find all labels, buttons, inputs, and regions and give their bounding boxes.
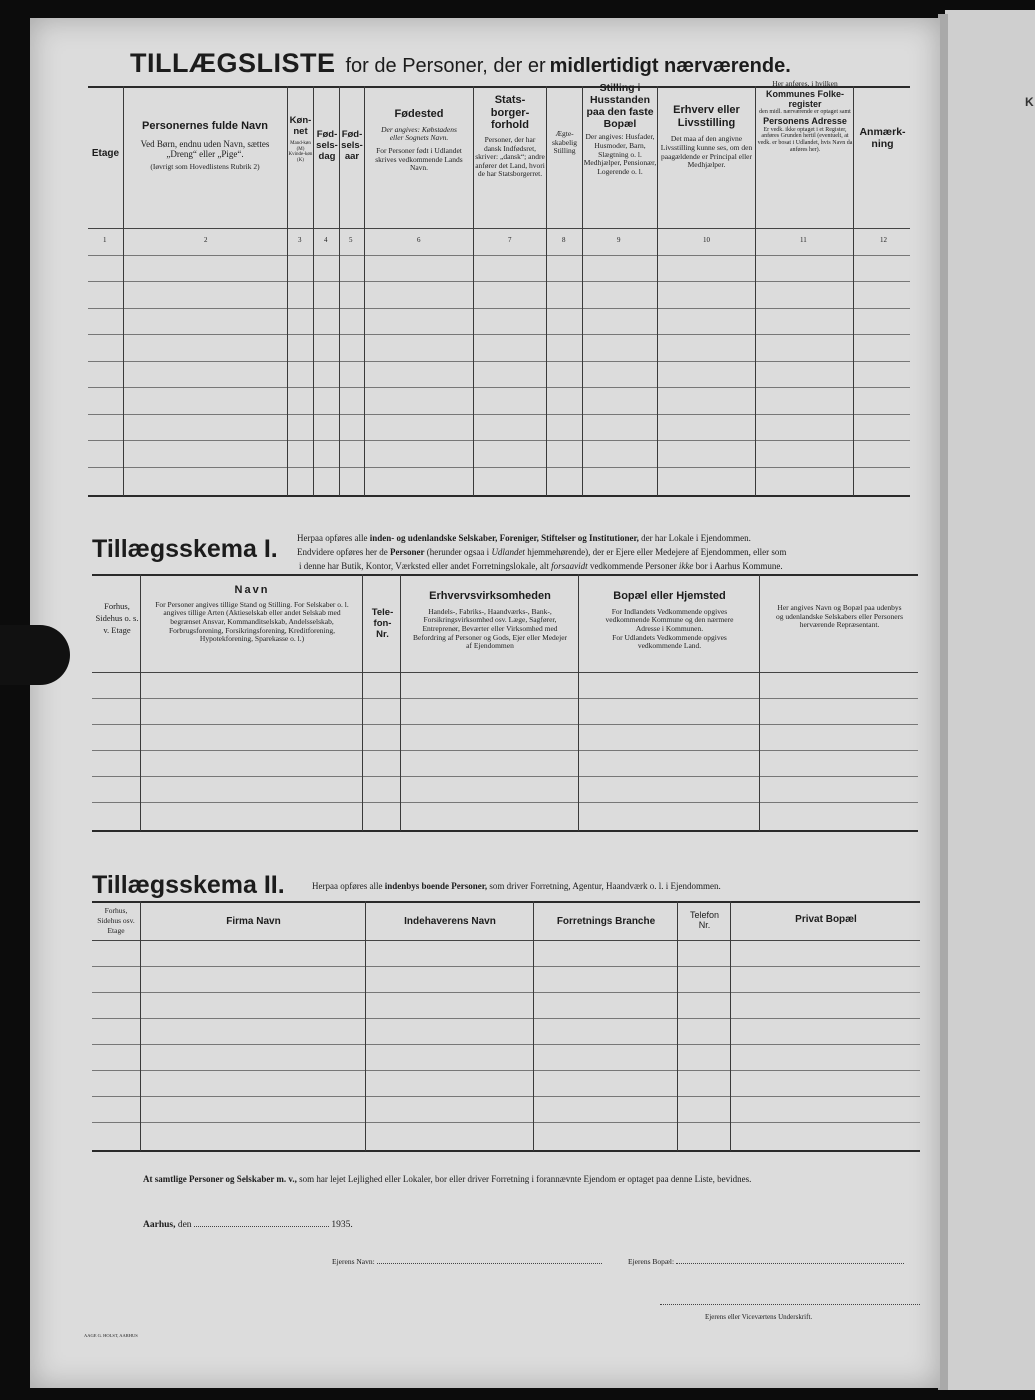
col-foedested-note: Der angives: Købstadens eller Sognets Navn. [381, 124, 457, 143]
skema2-description [312, 881, 721, 891]
colnum-11: 11 [800, 236, 807, 244]
owner-address-line [628, 1257, 904, 1266]
col-navn-header [125, 120, 285, 172]
colnum-2: 2 [204, 236, 208, 244]
ruled-row-line [88, 281, 910, 282]
colnum-8: 8 [562, 236, 566, 244]
main-title-big: TILLÆGSLISTE [130, 48, 336, 78]
skema1-col-repraesentant: Her angives Navn og Bopæl paa udenbys og udenlandske Selskabers eller Personers herværende Repræsentant. [775, 603, 904, 630]
footer-date-line [143, 1220, 353, 1230]
ruled-row-line [88, 361, 910, 362]
skema1-desc-2e: hjemmehørende), der er Ejere eller Medejere af Ejendommen, eller som [527, 547, 787, 557]
col-foedested-title: Fødested [394, 108, 444, 120]
colnum-10: 10 [703, 236, 710, 244]
skema1-col-erhverv [402, 590, 578, 651]
colnum-4: 4 [324, 236, 328, 244]
s1-vline [578, 574, 579, 831]
col-husstand-title: Stilling i Husstanden paa den faste Bopæl [586, 82, 654, 131]
col-folkeregister-pre: Her anføres, i hvilken [772, 79, 838, 88]
skema1-desc-1b: inden- og udenlandske Selskaber, Foreniger, Stiftelser og Institutioner, [369, 533, 639, 543]
ruled-row-line [92, 1018, 920, 1019]
t1-vline [313, 86, 314, 496]
colnum-6: 6 [417, 236, 421, 244]
owner-name-field[interactable] [377, 1263, 602, 1264]
skema1-desc-1c: der har Lokale i Ejendommen. [641, 533, 751, 543]
owner-name-line [332, 1257, 602, 1266]
skema1-col-bopael-title: Bopæl eller Hjemsted [613, 590, 726, 602]
owner-name-label: Ejerens Navn: [332, 1257, 375, 1266]
col-navn-title: Personernes fulde Navn [142, 120, 268, 132]
ruled-row-line [92, 802, 918, 803]
skema1-bottom-border [92, 830, 918, 832]
s2-vline [677, 901, 678, 1151]
ruled-row-line [92, 1044, 920, 1045]
s1-vline [400, 574, 401, 831]
skema2-desc-a: Herpaa opføres alle [312, 881, 383, 891]
col-aegteskab-header: Ægte-skabelig Stilling [552, 129, 577, 156]
ruled-row-line [92, 966, 920, 967]
col-erhverv-note: Det maa af den angivne Livsstilling kunne ses, om den paagældende er Principal eller Medhjælper. [660, 134, 753, 170]
skema2-col-etage: Forhus, Sidehus osv. Etage [97, 906, 135, 935]
skema1-col-navn [142, 584, 362, 644]
col-statsborger-header [475, 94, 545, 179]
ruled-row-line [92, 776, 918, 777]
ruled-row-line [92, 992, 920, 993]
next-page [945, 10, 1035, 1390]
col-foedested-note2: For Personer født i Udlandet skrives vedkommende Lands Navn. [375, 145, 463, 173]
skema2-col-bopael: Privat Bopæl [795, 914, 857, 925]
owner-address-label: Ejerens Bopæl: [628, 1257, 675, 1266]
col-foedested-header [367, 108, 471, 173]
skema1-desc-2a: Endvidere opføres her de [297, 547, 388, 557]
skema1-desc-3b: forsaavidt [551, 561, 588, 571]
ruled-row-line [92, 1122, 920, 1123]
ruled-row-line [88, 255, 910, 256]
colnum-9: 9 [617, 236, 621, 244]
skema2-header-bottom [92, 940, 920, 941]
col-navn-note2: (Iøvrigt som Hovedlistens Rubrik 2) [150, 162, 260, 172]
ruled-row-line [88, 308, 910, 309]
ruled-row-line [88, 467, 910, 468]
col-foedselsdag-header: Fød-sels-dag [316, 129, 338, 162]
col-foedselsaar-header: Fød-sels-aar [341, 129, 363, 162]
skema1-header-bottom [92, 672, 918, 673]
colnum-3: 3 [298, 236, 302, 244]
s2-vline [730, 901, 731, 1151]
col-erhverv-title: Erhverv eller Livsstilling [673, 104, 740, 129]
skema1-title: Tillægsskema I. [92, 535, 278, 563]
ruled-row-line [92, 1096, 920, 1097]
skema1-col-etage: Forhus, Sidehus o. s. v. Etage [95, 601, 139, 635]
skema1-desc-3e: bor i Aarhus Kommune. [695, 561, 783, 571]
skema1-desc-3d: ikke [678, 561, 694, 571]
s2-vline [533, 901, 534, 1151]
t1-vline [364, 86, 365, 496]
owner-address-field[interactable] [676, 1263, 904, 1264]
skema1-desc-3c: vedkommende Personer [589, 561, 677, 571]
colnum-12: 12 [880, 236, 887, 244]
footer-statement-b: som har lejet Lejlighed eller Lokaler, bor eller driver Forretning i forannævnte Ejendom er optaget paa denne Liste, bevidnes. [299, 1174, 752, 1184]
skema1-col-telefon: Tele-fon-Nr. [371, 607, 394, 640]
skema1-col-bopael [580, 590, 759, 651]
col-husstand-note: Der angives: Husfader, Husmoder, Barn, Slægtning o. l. Medhjælper, Pensionær, Logerende o. l. [583, 132, 657, 176]
ruled-row-line [92, 750, 918, 751]
col-husstand-header [583, 82, 657, 176]
skema2-top-border [92, 901, 920, 903]
col-statsborger-note: Personer, der har dansk Indfødsret, skriver: „dansk“; andre anfører det Land, hvori de har Statsborgerret. [475, 134, 545, 179]
ruled-row-line [92, 698, 918, 699]
signature-label: Ejerens eller Viceværtens Underskrift. [705, 1313, 813, 1321]
t1-vline [123, 86, 124, 496]
t1-vline [755, 86, 756, 496]
skema2-col-indehaver: Indehaverens Navn [404, 916, 496, 927]
col-folkeregister-title: Kommunes Folke-register [765, 88, 844, 109]
skema1-desc-2c: (herunder ogsaa i [426, 547, 490, 557]
ruled-row-line [92, 1070, 920, 1071]
skema1-col-navn-note: For Personer angives tillige Stand og Stilling. For Selskaber o. l. angives tillige Arten (Aktieselskab eller andet Selskab med begrænset Ansvar, Kommanditselskab, Andelsselskab, Forbrugsforening, Forsikringsforening, Kreditforening, Hypotekforening, Sparekasse o. l.) [155, 599, 349, 644]
col-anmaerkning-header: Anmærk-ning [859, 126, 906, 151]
footer-year: 1935. [331, 1220, 353, 1230]
skema1-col-bopael-note2: For Udlandets Vedkommende opgives vedkommende Land. [612, 632, 727, 651]
main-title [130, 48, 791, 79]
s1-vline [362, 574, 363, 831]
skema1-desc-1a: Herpaa opføres alle [297, 533, 368, 543]
col-navn-note: Ved Børn, endnu uden Navn, sættes „Dreng“ eller „Pige“. [140, 138, 270, 159]
main-title-rest-a: for de Personer, der er [345, 55, 546, 77]
footer-statement [143, 1174, 751, 1184]
skema2-col-branche: Forretnings Branche [556, 916, 656, 927]
s1-vline [759, 574, 760, 831]
skema1-description [297, 531, 922, 573]
skema2-desc-b: indenbys boende Personer, [384, 881, 488, 891]
ruled-row-line [88, 334, 910, 335]
colnum-5: 5 [349, 236, 353, 244]
signature-field[interactable] [660, 1298, 920, 1305]
skema1-desc-2d: Udlandet [491, 547, 525, 557]
ruled-row-line [88, 414, 910, 415]
skema2-title: Tillægsskema II. [92, 871, 285, 899]
skema2-bottom-border [92, 1150, 920, 1152]
col-folkeregister-title2: Personens Adresse [763, 116, 847, 127]
ruled-row-line [92, 724, 918, 725]
date-field[interactable] [194, 1226, 329, 1227]
printer-mark: AAGE G. HOLST, AARHUS [84, 1333, 138, 1338]
next-page-letter: K [1025, 95, 1034, 109]
col-koen-header [288, 116, 313, 164]
form-page [30, 18, 940, 1388]
col-folkeregister-header [757, 80, 853, 154]
skema1-col-erhverv-title: Erhvervsvirksomheden [429, 590, 551, 602]
table1-bottom-border [88, 495, 910, 497]
col-koen-note: Mand-køn (M) Kvinde-køn (K) [288, 140, 313, 164]
t1-vline [473, 86, 474, 496]
skema1-desc-2b: Personer [389, 547, 425, 557]
col-folkeregister-note: den midl. nærværende er optaget samt [759, 109, 851, 116]
skema1-desc-3a: i denne har Butik, Kontor, Værksted eller andet Forretningslokale, alt [299, 561, 549, 571]
s2-vline [365, 901, 366, 1151]
footer-statement-a: At samtlige Personer og Selskaber m. v., [143, 1174, 297, 1184]
skema1-col-erhverv-note: Handels-, Fabriks-, Haandværks-, Bank-, Forsikringsvirksomhed osv. Læge, Sagfører, Entreprenør, Beværter eller Virksomhed med Befordring af Personer og Gods, Ejer eller Medejer af Ejendommen [412, 606, 568, 651]
s1-vline [140, 574, 141, 831]
colnum-1: 1 [103, 236, 107, 244]
col-koen-title: Køn-net [289, 115, 312, 137]
s2-vline [140, 901, 141, 1151]
thumb-holding-page [0, 625, 70, 685]
skema1-col-bopael-note1: For Indlandets Vedkommende opgives vedkommende Kommune og den nærmere Adresse i Kommunen. [605, 606, 734, 633]
skema1-top-border [92, 574, 918, 576]
skema2-col-firma: Firma Navn [226, 916, 281, 927]
col-etage-header: Etage [91, 148, 120, 159]
skema2-desc-c: som driver Forretning, Agentur, Haandværk o. l. i Ejendommen. [489, 881, 721, 891]
ruled-row-line [88, 387, 910, 388]
footer-den: den [177, 1220, 192, 1230]
footer-place: Aarhus, [143, 1220, 176, 1230]
skema1-col-navn-title: Navn [234, 584, 270, 596]
table1-header-bottom [88, 228, 910, 229]
colnum-7: 7 [508, 236, 512, 244]
col-statsborger-title: Stats-borger-forhold [490, 94, 530, 132]
skema2-col-telefon: Telefon Nr. [689, 910, 720, 931]
main-title-rest-b: midlertidigt nærværende. [549, 55, 791, 77]
t1-vline [853, 86, 854, 496]
ruled-row-line [88, 440, 910, 441]
col-folkeregister-note2: Er vedk. ikke optaget i et Register, anføres Grunden hertil (eventuelt, at vedk. er bosat i Udlandet, hvis Navn da anføres her). [757, 126, 853, 154]
col-erhverv-header [658, 104, 755, 170]
